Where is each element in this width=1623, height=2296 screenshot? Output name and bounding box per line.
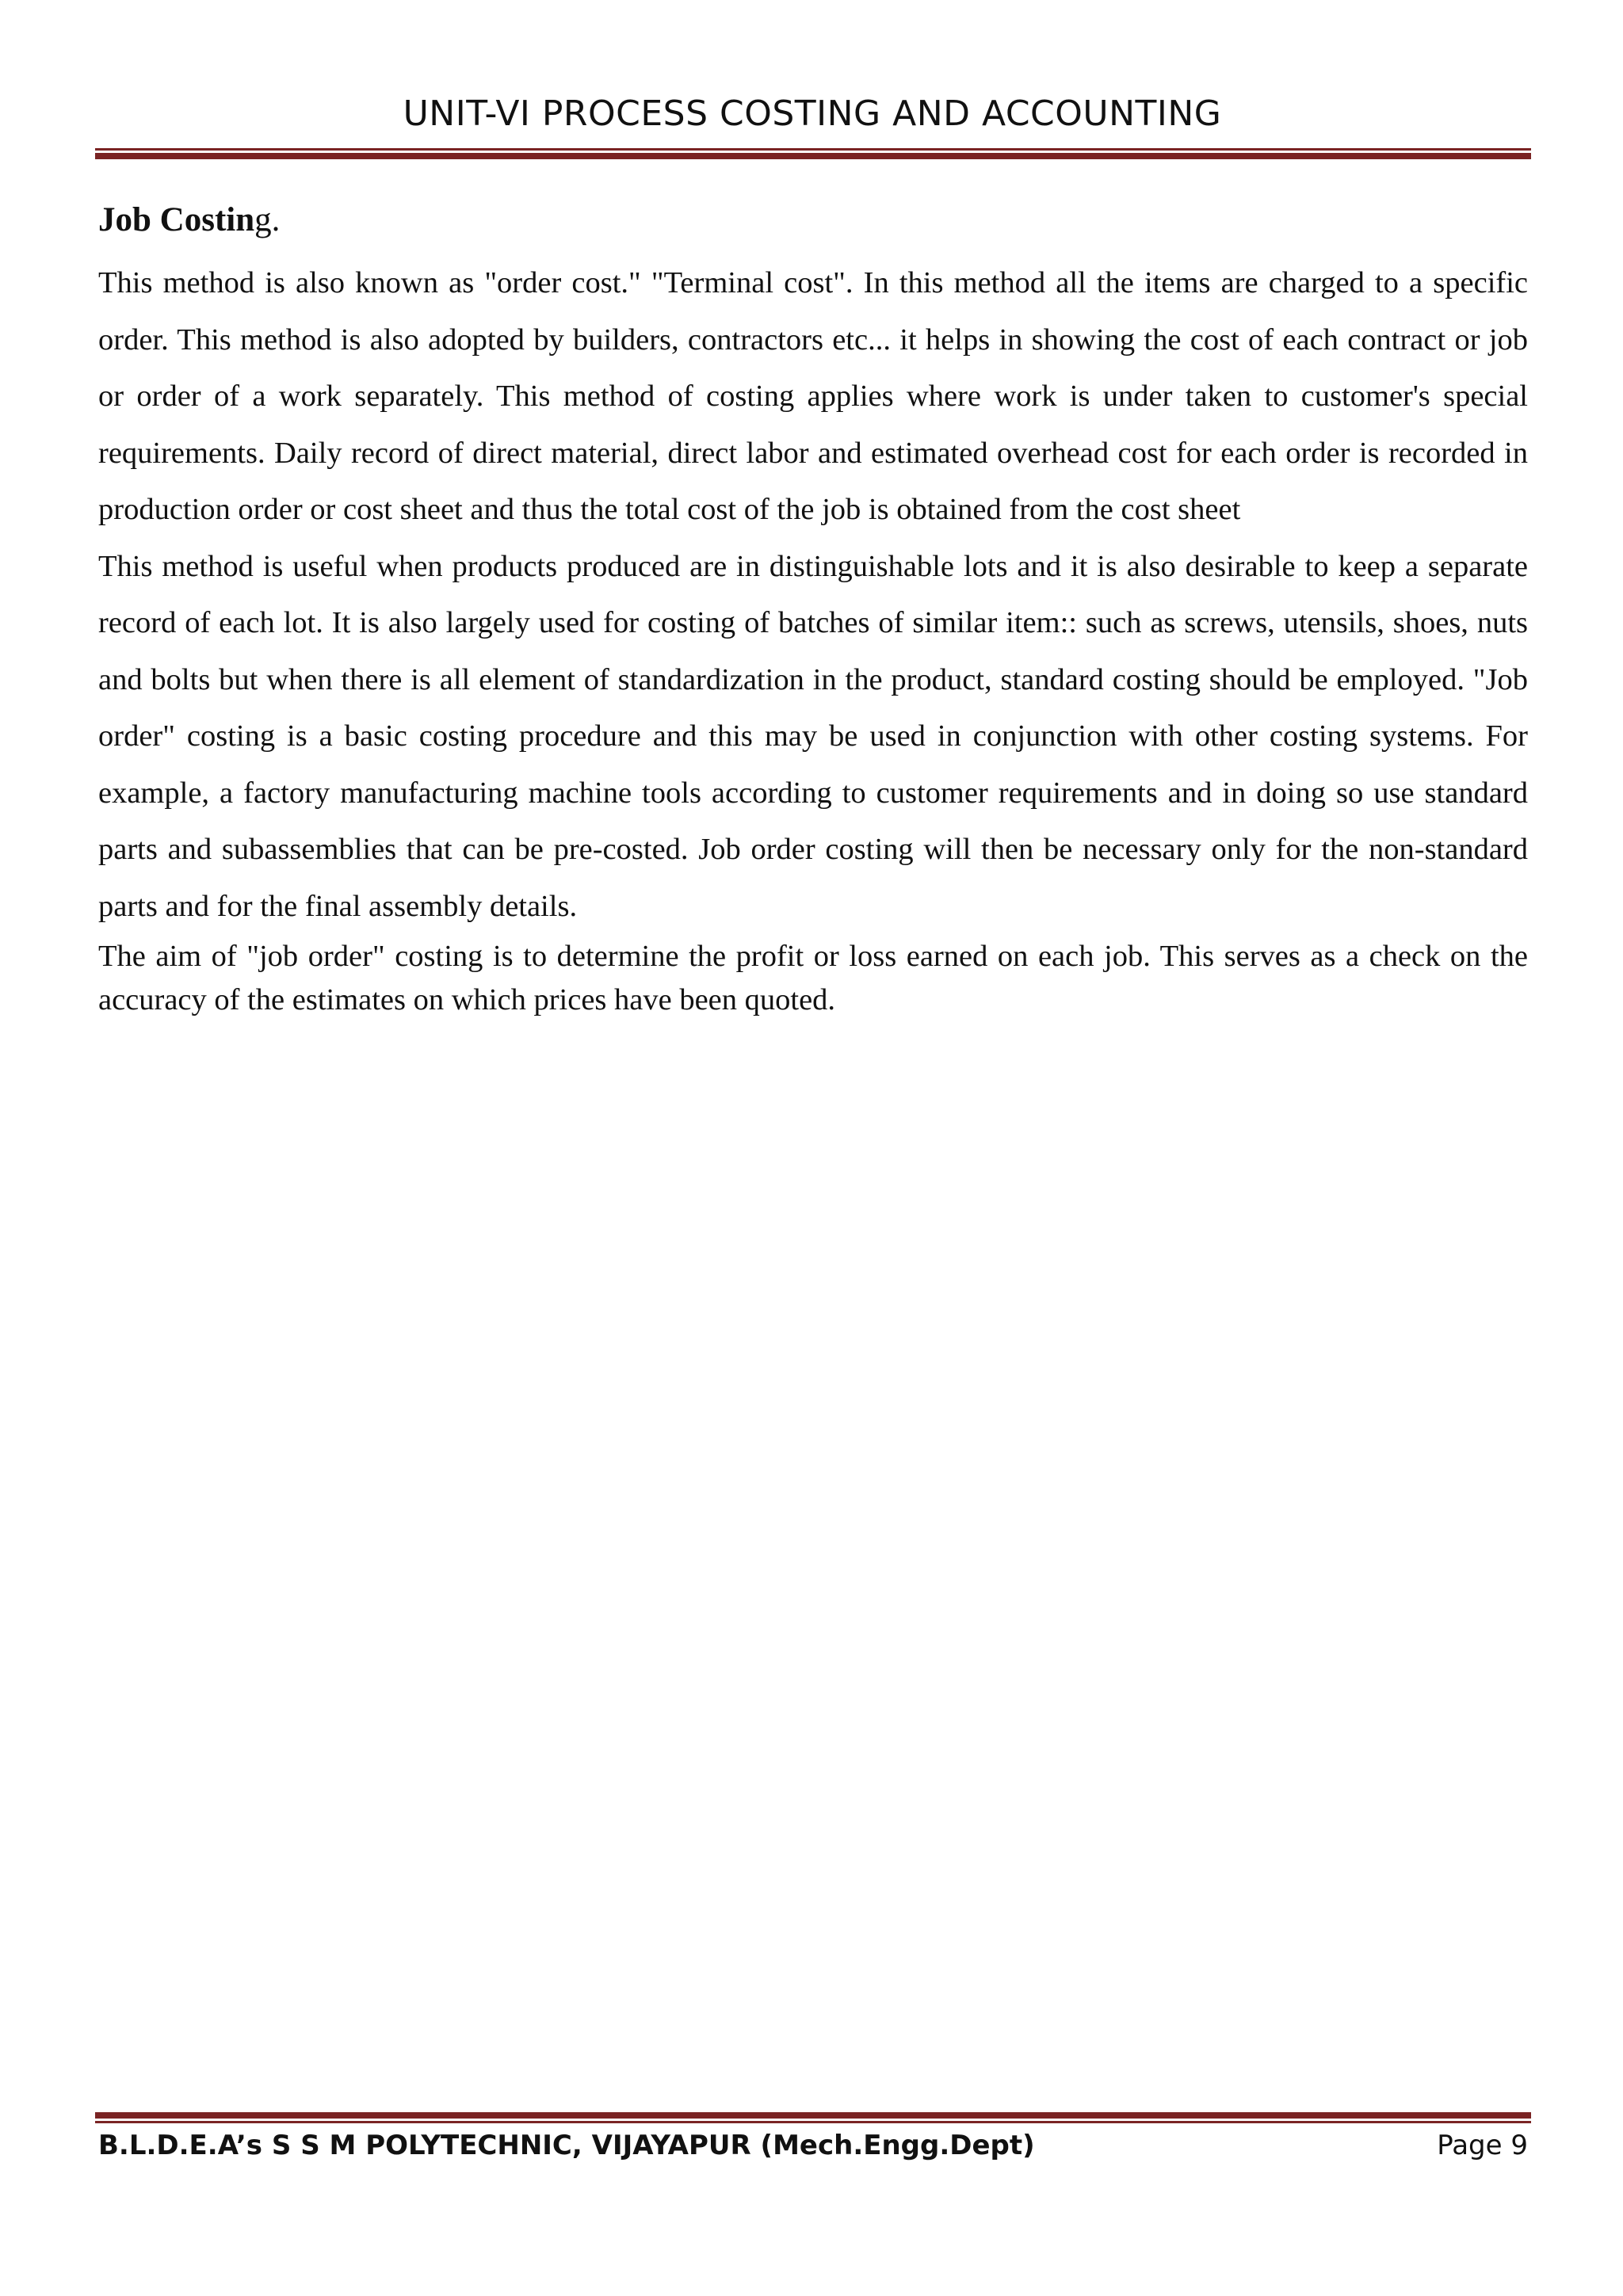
paragraph-definition: This method is also known as "order cost." "Terminal cost". In this method all the items are charged to a specific order. This method is also adopted by builders, contractors etc... it helps in showing the cost of each contract or job or order of a work separately. This method of costing applies where work is under taken to customer's special requirements. Daily record of direct material, direct labor and estimated overhead cost for each order is recorded in production order or cost sheet and thus the total cost of the job is obtained from the cost sheet — [98, 266, 1528, 526]
header-rule-thick — [95, 153, 1531, 159]
page-footer — [98, 2130, 1528, 2161]
section-heading-tail: g. — [254, 201, 281, 238]
page-content — [98, 196, 1528, 1022]
paragraph-aim: The aim of "job order" costing is to determine the profit or loss earned on each job. This serves as a check on the accuracy of the estimates on which prices have been quoted. — [98, 940, 1528, 1016]
page-number: Page 9 — [1437, 2130, 1528, 2161]
header-rule-thin — [95, 148, 1531, 151]
section-heading-bold: Job Costin — [98, 201, 255, 238]
footer-rule-thick — [95, 2112, 1531, 2119]
footer-institution: B.L.D.E.A’s S S M POLYTECHNIC, VIJAYAPUR (Mech.Engg.Dept) — [98, 2130, 1035, 2161]
section-heading — [98, 196, 1528, 244]
paragraph-usage: This method is useful when products produced are in distinguishable lots and it is also desirable to keep a separate record of each lot. It is also largely used for costing of batches of similar item:: such as screws, utensils, shoes, nuts and bolts but when there is all element of standardization in the product, standard costing should be employed. "Job order" costing is a basic costing procedure and this may be used in conjunction with other costing systems. For example, a factory manufacturing machine tools according to customer requirements and in doing so use standard parts and subassemblies that can be pre-costed. Job order costing will then be necessary only for the non-standard parts and for the final assembly details. — [98, 549, 1528, 923]
page-header-title: UNIT-VI PROCESS COSTING AND ACCOUNTING — [403, 93, 1222, 134]
footer-rule-thin — [95, 2121, 1531, 2123]
